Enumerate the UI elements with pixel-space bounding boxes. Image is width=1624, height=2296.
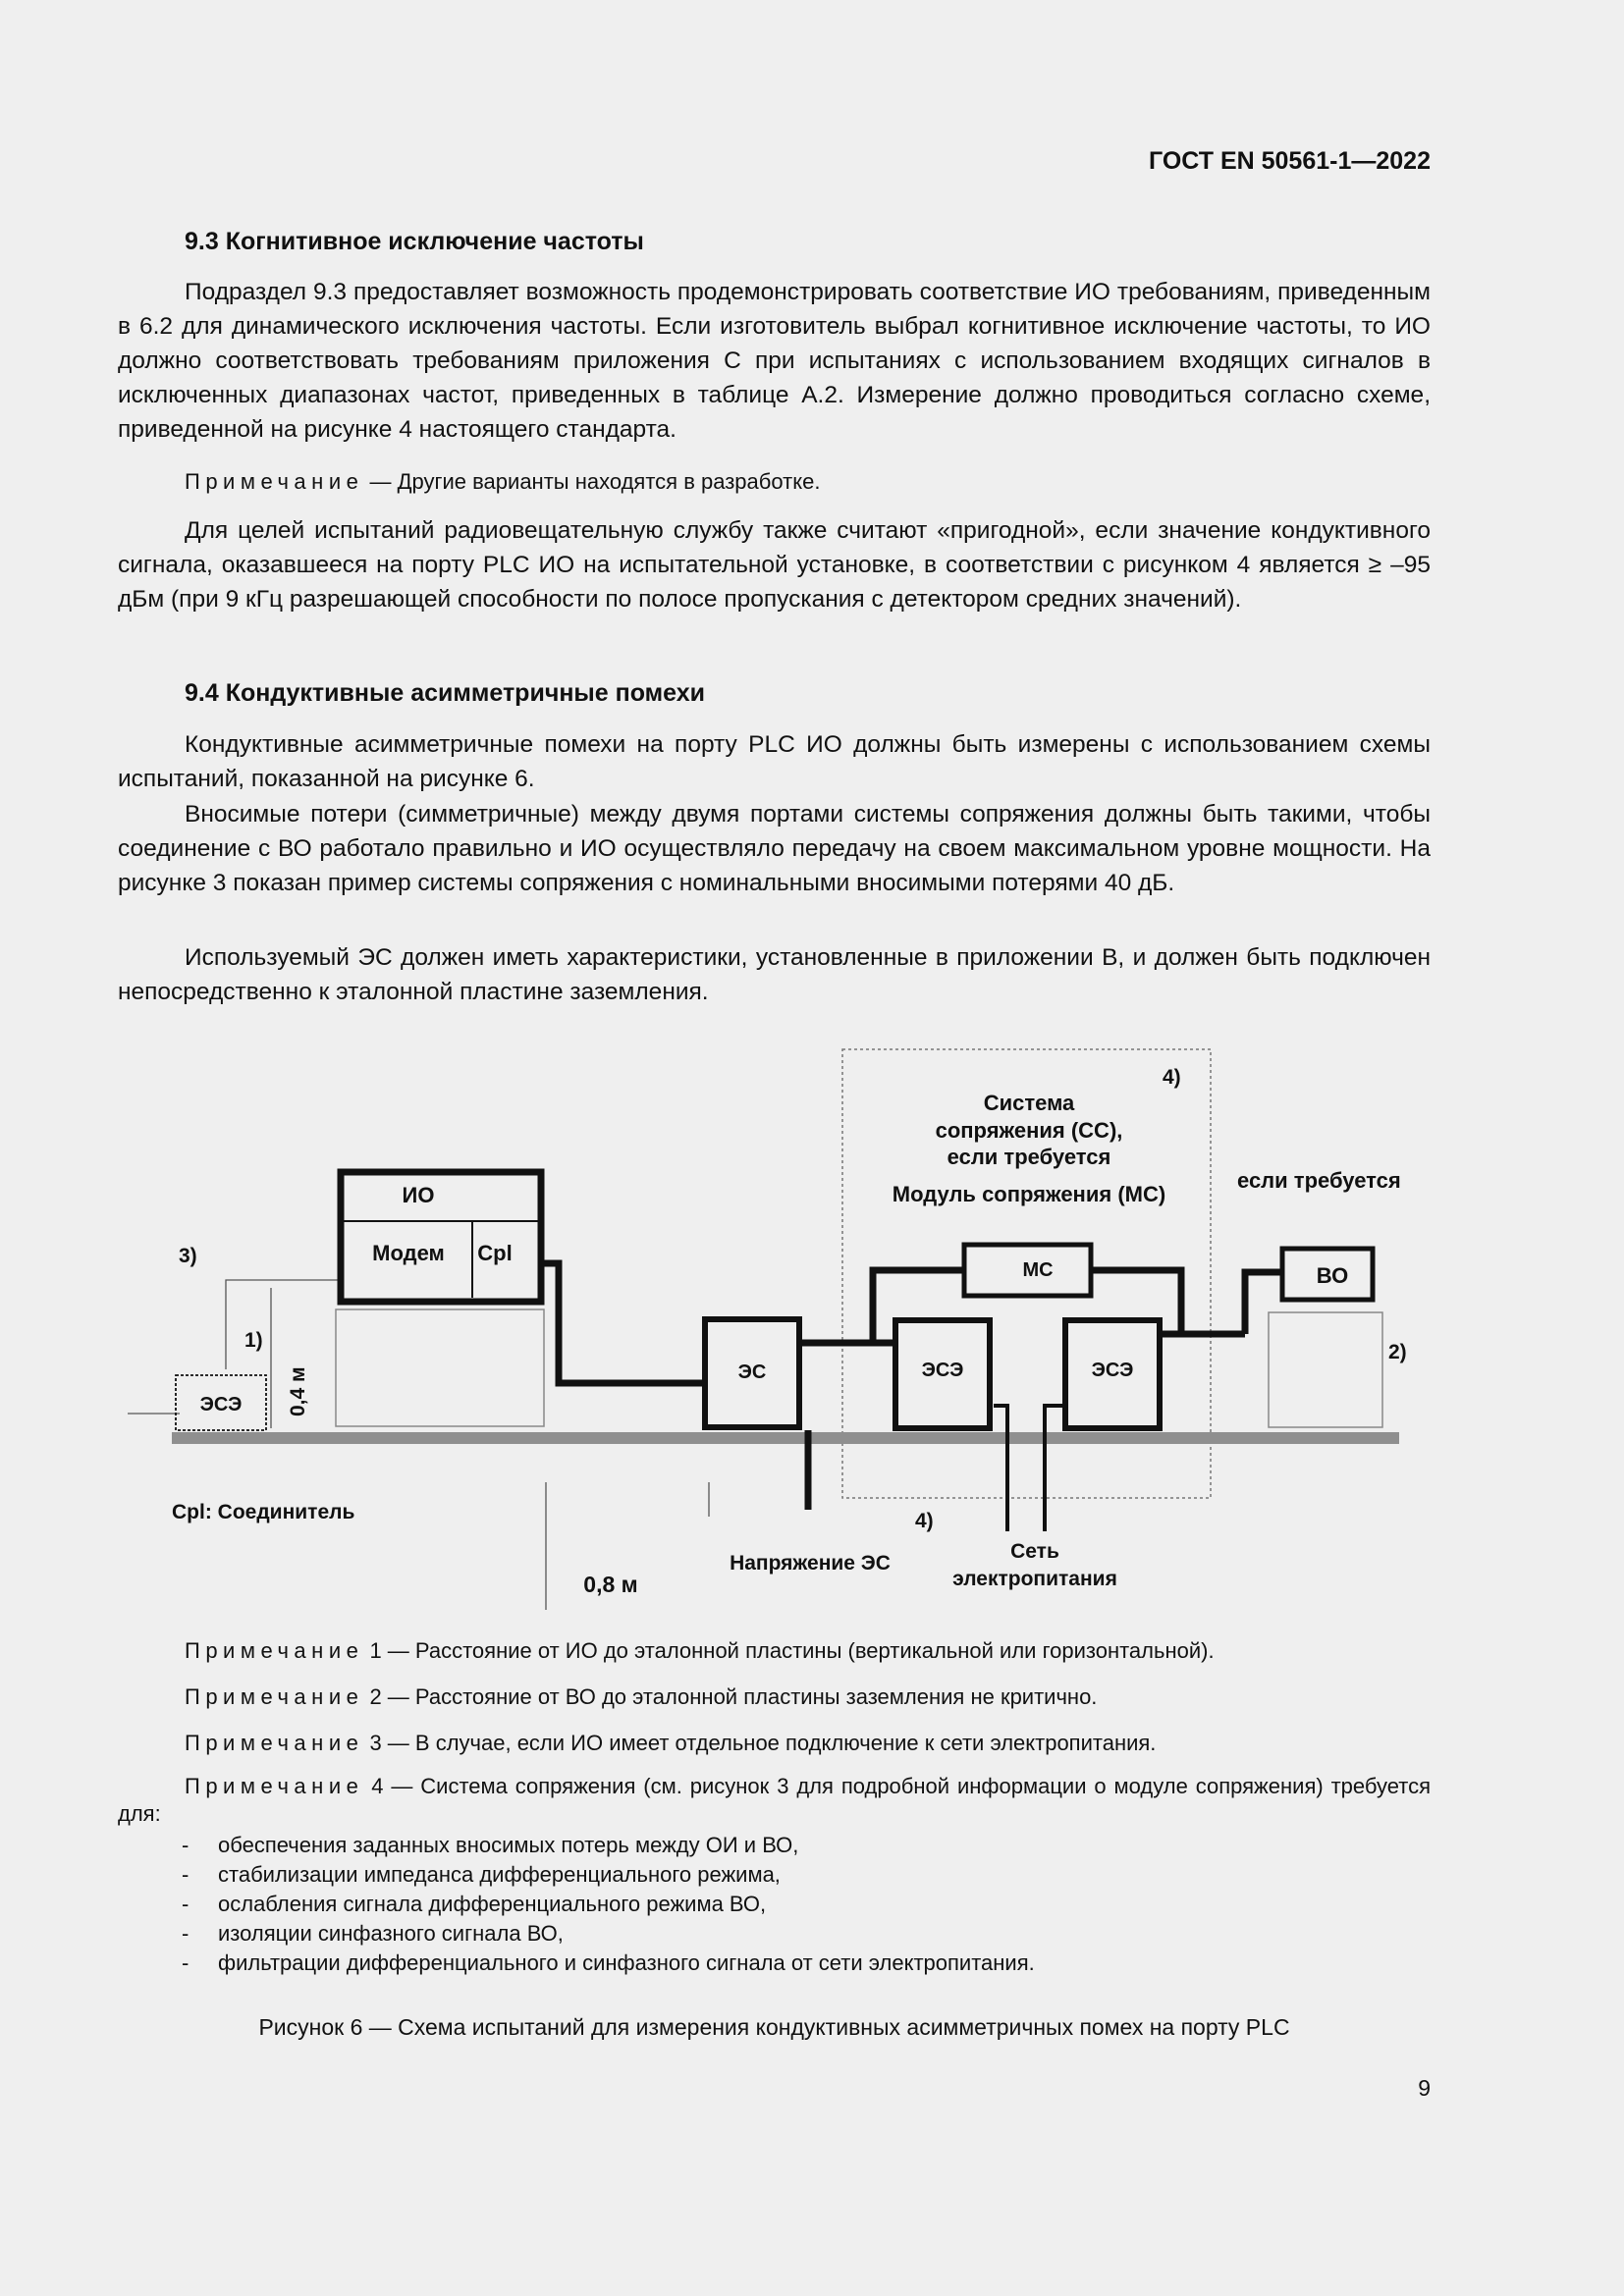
ref-4-bottom: 4) [915,1510,934,1532]
mc-label: МС [1022,1259,1054,1281]
mains-label-line-1: Сеть [1010,1540,1059,1563]
list-item: - стабилизации импеданса дифференциального режима, [182,1860,1035,1890]
note-1-label: Примечание [185,1638,364,1663]
list-item: - фильтрации дифференциального и синфазного сигнала от сети электропитания. [182,1949,1035,1978]
ese-left-label: ЭСЭ [199,1394,243,1415]
list-item: - ослабления сигнала дифференциального режима ВО, [182,1890,1035,1919]
coupling-module-label: Модуль сопряжения (МС) [892,1182,1166,1206]
page-number: 9 [1418,2075,1431,2101]
section-9-3-title: 9.3 Когнитивное исключение частоты [185,228,644,255]
ref-2: 2) [1388,1341,1407,1363]
note-4-label: Примечание [185,1774,364,1798]
distance-04-label: 0,4 м [287,1366,309,1416]
document-header: ГОСТ EN 50561-1—2022 [1149,147,1431,175]
note-label: Примечание [185,469,364,494]
eut-table [336,1309,544,1426]
eut-box [341,1172,541,1302]
list-item: - обеспечения заданных вносимых потерь между ОИ и ВО, [182,1831,1035,1860]
note-3-label: Примечание [185,1731,364,1755]
section-9-3-paragraph-2: Для целей испытаний радиовещательную службу также считают «пригодной», если значение кондуктивного сигнала, оказавшееся на порту PLC ИО на испытательной установке, в соответствии с рисунком 4 является ≥ –95 дБм (при 9 кГц разрешающей способности по полосе пропускания с детектором средних значений). [118,517,1431,613]
requirements-list [182,1831,1035,1978]
dimension-lines [128,1280,709,1610]
section-9-4-paragraph-3: Используемый ЭС должен иметь характеристики, установленные в приложении В, и должен быть подключен непосредственно к эталонной пластине заземления. [118,944,1431,1005]
mains-wires [994,1406,1062,1531]
es-label: ЭС [737,1362,767,1383]
distance-08-label: 0,8 м [583,1572,638,1597]
section-9-4-paragraph-1: Кондуктивные асимметричные помехи на порту PLC ИО должны быть измерены с использованием схемы испытаний, показанной на рисунке 6. [118,731,1431,792]
coupling-title-line-2: сопряжения (СС), [935,1118,1123,1143]
figure-caption: Рисунок 6 — Схема испытаний для измерения кондуктивных асимметричных помех на порту PLC [258,2014,1290,2040]
es-voltage-label: Напряжение ЭС [730,1552,891,1575]
vo-label: ВО [1316,1263,1349,1288]
ese-center-label: ЭСЭ [921,1360,964,1381]
ref-3: 3) [179,1245,197,1267]
vo-if-required-label: если требуется [1237,1168,1401,1193]
coupling-title-line-3: если требуется [947,1145,1111,1169]
eut-label: ИО [402,1183,435,1207]
list-item: - изоляции синфазного сигнала ВО, [182,1919,1035,1949]
coupling-title-line-1: Система [983,1091,1075,1115]
vo-table [1269,1312,1382,1427]
modem-label: Модем [372,1241,445,1265]
figure-note-2 [118,1682,1431,1712]
note-2-label: Примечание [185,1684,364,1709]
figure-note-1 [118,1635,1431,1666]
note-2-text: 2 — Расстояние от ВО до эталонной пластины заземления не критично. [363,1684,1098,1709]
section-9-3-paragraph-1: Подраздел 9.3 предоставляет возможность продемонстрировать соответствие ИО требованиям, приведенным в 6.2 для динамического исключения частоты. Если изготовитель выбрал когнитивное исключение частоты, то ИО должно соответствовать требованиям приложения С при испытаниях с использованием входящих сигналов в исключенных диапазонах частот, приведенных в таблице А.2. Измерение должно проводиться согласно схеме, приведенной на рисунке 4 настоящего стандарта. [118,279,1431,443]
note-1-text: 1 — Расстояние от ИО до эталонной пластины (вертикальной или горизонтальной). [363,1638,1215,1663]
figure-note-4 [118,1773,1431,1828]
mains-label-line-2: электропитания [952,1568,1117,1590]
section-9-4-paragraph-2: Вносимые потери (симметричные) между двумя портами системы сопряжения должны быть такими, чтобы соединение с ВО работало правильно и ИО осуществляло передачу на своем максимальном уровне мощности. На рисунке 3 показан пример системы сопряжения с номинальными вносимыми потерями 40 дБ. [118,801,1431,896]
note-4-text: 4 — Система сопряжения (см. рисунок 3 для подробной информации о модуле сопряжения) требуется для: [118,1774,1431,1826]
ground-plate [172,1432,1399,1444]
cpl-label: Cpl [477,1241,513,1265]
ref-1: 1) [244,1329,263,1352]
note-3-text: 3 — В случае, если ИО имеет отдельное подключение к сети электропитания. [363,1731,1157,1755]
figure-note-3 [118,1728,1431,1758]
signal-wires [541,1263,1282,1510]
ese-right-label: ЭСЭ [1091,1360,1134,1381]
cpl-legend: Cpl: Соединитель [172,1501,355,1523]
ref-4-top: 4) [1163,1066,1181,1089]
section-9-4-title: 9.4 Кондуктивные асимметричные помехи [185,679,706,707]
note-text: — Другие варианты находятся в разработке. [363,469,821,494]
